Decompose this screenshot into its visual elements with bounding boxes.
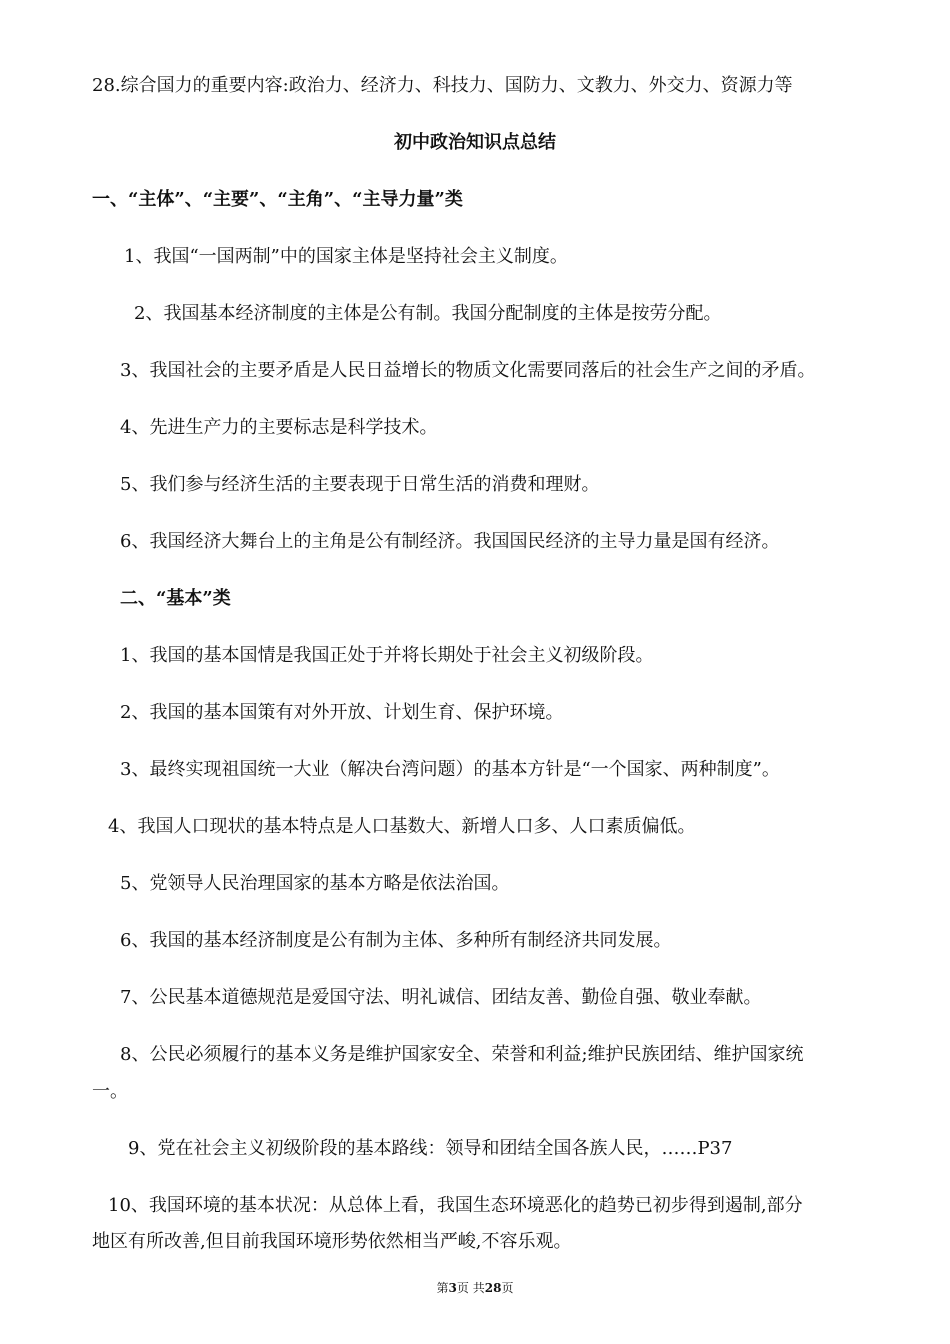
section2-item: 2、我国的基本国策有对外开放、计划生育、保护环境。 (120, 702, 564, 723)
footer-middle: 页 共 (456, 1281, 485, 1295)
footer-suffix: 页 (501, 1281, 514, 1295)
page-title: 初中政治知识点总结 (394, 132, 556, 153)
footer-prefix: 第 (436, 1281, 449, 1295)
section2-item: 9、党在社会主义初级阶段的基本路线：领导和团结全国各族人民，……P37 (128, 1138, 733, 1159)
section1-item: 1、我国“一国两制”中的国家主体是坚持社会主义制度。 (124, 246, 568, 267)
page-footer (0, 1280, 950, 1296)
section2-item: 10、我国环境的基本状况：从总体上看，我国生态环境恶化的趋势已初步得到遏制,部分 (108, 1195, 803, 1216)
footer-page-number: 3 (448, 1281, 457, 1295)
section-heading-2: 二、“基本”类 (120, 588, 231, 609)
top-item: 28.综合国力的重要内容:政治力、经济力、科技力、国防力、文教力、外交力、资源力等 (92, 75, 793, 96)
section1-item: 3、我国社会的主要矛盾是人民日益增长的物质文化需要同落后的社会生产之间的矛盾。 (120, 360, 816, 381)
section-heading-1: 一、“主体”、“主要”、“主角”、“主导力量”类 (92, 189, 463, 210)
section2-item: 6、我国的基本经济制度是公有制为主体、多种所有制经济共同发展。 (120, 930, 672, 951)
footer-total-pages: 28 (484, 1281, 502, 1295)
section2-item: 1、我国的基本国情是我国正处于并将长期处于社会主义初级阶段。 (120, 645, 654, 666)
section2-item-continuation: 一。 (92, 1081, 128, 1102)
section2-item: 7、公民基本道德规范是爱国守法、明礼诚信、团结友善、勤俭自强、敬业奉献。 (120, 987, 762, 1008)
section2-item-continuation: 地区有所改善,但目前我国环境形势依然相当严峻,不容乐观。 (92, 1231, 572, 1252)
section2-item: 4、我国人口现状的基本特点是人口基数大、新增人口多、人口素质偏低。 (108, 816, 696, 837)
section1-item: 6、我国经济大舞台上的主角是公有制经济。我国国民经济的主导力量是国有经济。 (120, 531, 780, 552)
section2-item: 3、最终实现祖国统一大业（解决台湾问题）的基本方针是“一个国家、两种制度”。 (120, 759, 780, 780)
section2-item: 5、党领导人民治理国家的基本方略是依法治国。 (120, 873, 510, 894)
section1-item: 5、我们参与经济生活的主要表现于日常生活的消费和理财。 (120, 474, 600, 495)
section1-item: 4、先进生产力的主要标志是科学技术。 (120, 417, 438, 438)
section2-item: 8、公民必须履行的基本义务是维护国家安全、荣誉和利益;维护民族团结、维护国家统 (120, 1044, 804, 1065)
section1-item: 2、我国基本经济制度的主体是公有制。我国分配制度的主体是按劳分配。 (134, 303, 722, 324)
